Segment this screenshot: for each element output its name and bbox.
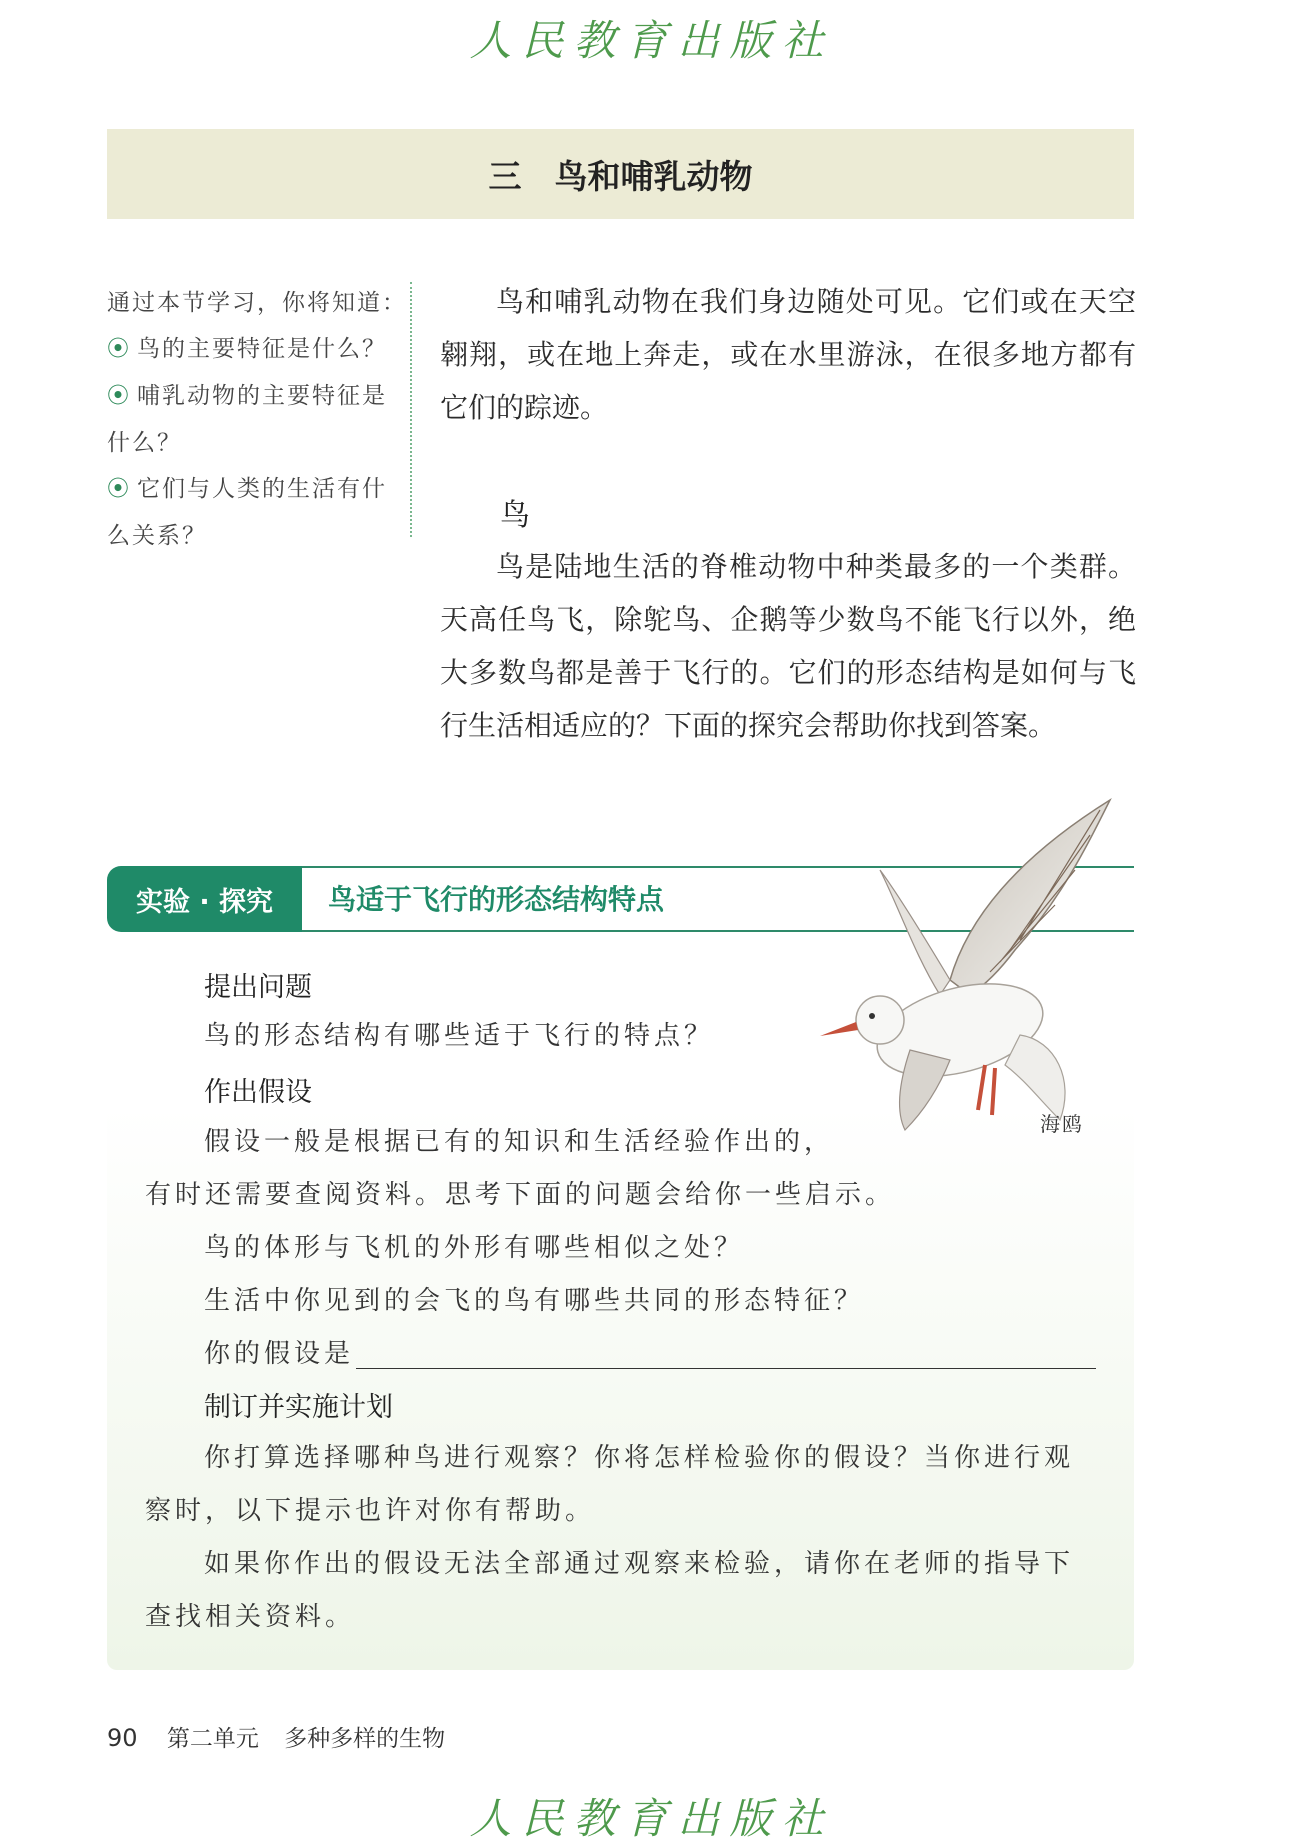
hypothesis-answer-line[interactable]: [356, 1368, 1096, 1369]
inquiry-tag: 实验 · 探究: [107, 866, 302, 932]
seagull-illustration: [800, 790, 1120, 1140]
intro-paragraph: 鸟和哺乳动物在我们身边随处可见。它们或在天空翱翔，或在地上奔走，或在水里游泳，在很多地方都有它们的踪迹。: [440, 285, 1136, 424]
inquiry-title: 鸟适于飞行的形态结构特点: [328, 883, 665, 916]
step-text-hypothesis: 假设一般是根据已有的知识和生活经验作出的， 有时还需要查阅资料。思考下面的问题会给你一些启示。 鸟的体形与飞机的外形有哪些相似之处？ 生活中你见到的会飞的鸟有哪些共同的形态特征？ 你的假设是: [145, 1127, 896, 1369]
target-bullet-icon: ⦿: [107, 477, 132, 502]
publisher-logo-top: 人民教育出版社: [469, 16, 834, 65]
page-footer: [107, 1720, 445, 1753]
learning-objectives: [107, 280, 407, 559]
unit-label: 第二单元: [166, 1726, 259, 1752]
target-bullet-icon: ⦿: [107, 384, 132, 409]
page-number: 90: [107, 1724, 138, 1752]
unit-title: 多种多样的生物: [284, 1726, 446, 1752]
step-text-question: 鸟的形态结构有哪些适于飞行的特点？: [204, 1021, 715, 1051]
objective-item: ⦿ 鸟的主要特征是什么？: [107, 336, 388, 362]
publisher-logo-bottom: 人民教育出版社: [469, 1794, 834, 1843]
section-banner: [107, 129, 1134, 219]
objectives-divider: [410, 282, 412, 537]
objective-item: ⦿ 它们与人类的生活有什么关系？: [107, 476, 388, 549]
step-heading-hypothesis: 作出假设: [204, 1077, 312, 1108]
bird-heading: 鸟: [500, 498, 530, 533]
objectives-intro: 通过本节学习，你将知道：: [107, 290, 407, 316]
image-caption: 海鸥: [1040, 1112, 1084, 1136]
step-text-plan: 你打算选择哪种鸟进行观察？你将怎样检验你的假设？当你进行观 察时，以下提示也许对你有帮助。 如果你作出的假设无法全部通过观察来检验，请你在老师的指导下 查找相关资料。: [145, 1443, 1075, 1632]
step-heading-plan: 制订并实施计划: [204, 1392, 393, 1423]
target-bullet-icon: ⦿: [107, 337, 132, 362]
objective-item: ⦿ 哺乳动物的主要特征是什么？: [107, 383, 388, 456]
step-heading-question: 提出问题: [204, 972, 312, 1003]
bird-paragraph: 鸟是陆地生活的脊椎动物中种类最多的一个类群。天高任鸟飞，除鸵鸟、企鹅等少数鸟不能飞行以外，绝大多数鸟都是善于飞行的。它们的形态结构是如何与飞行生活相适应的？下面的探究会帮助你找到答案。: [440, 550, 1136, 742]
section-title: 三 鸟和哺乳动物: [488, 156, 753, 196]
